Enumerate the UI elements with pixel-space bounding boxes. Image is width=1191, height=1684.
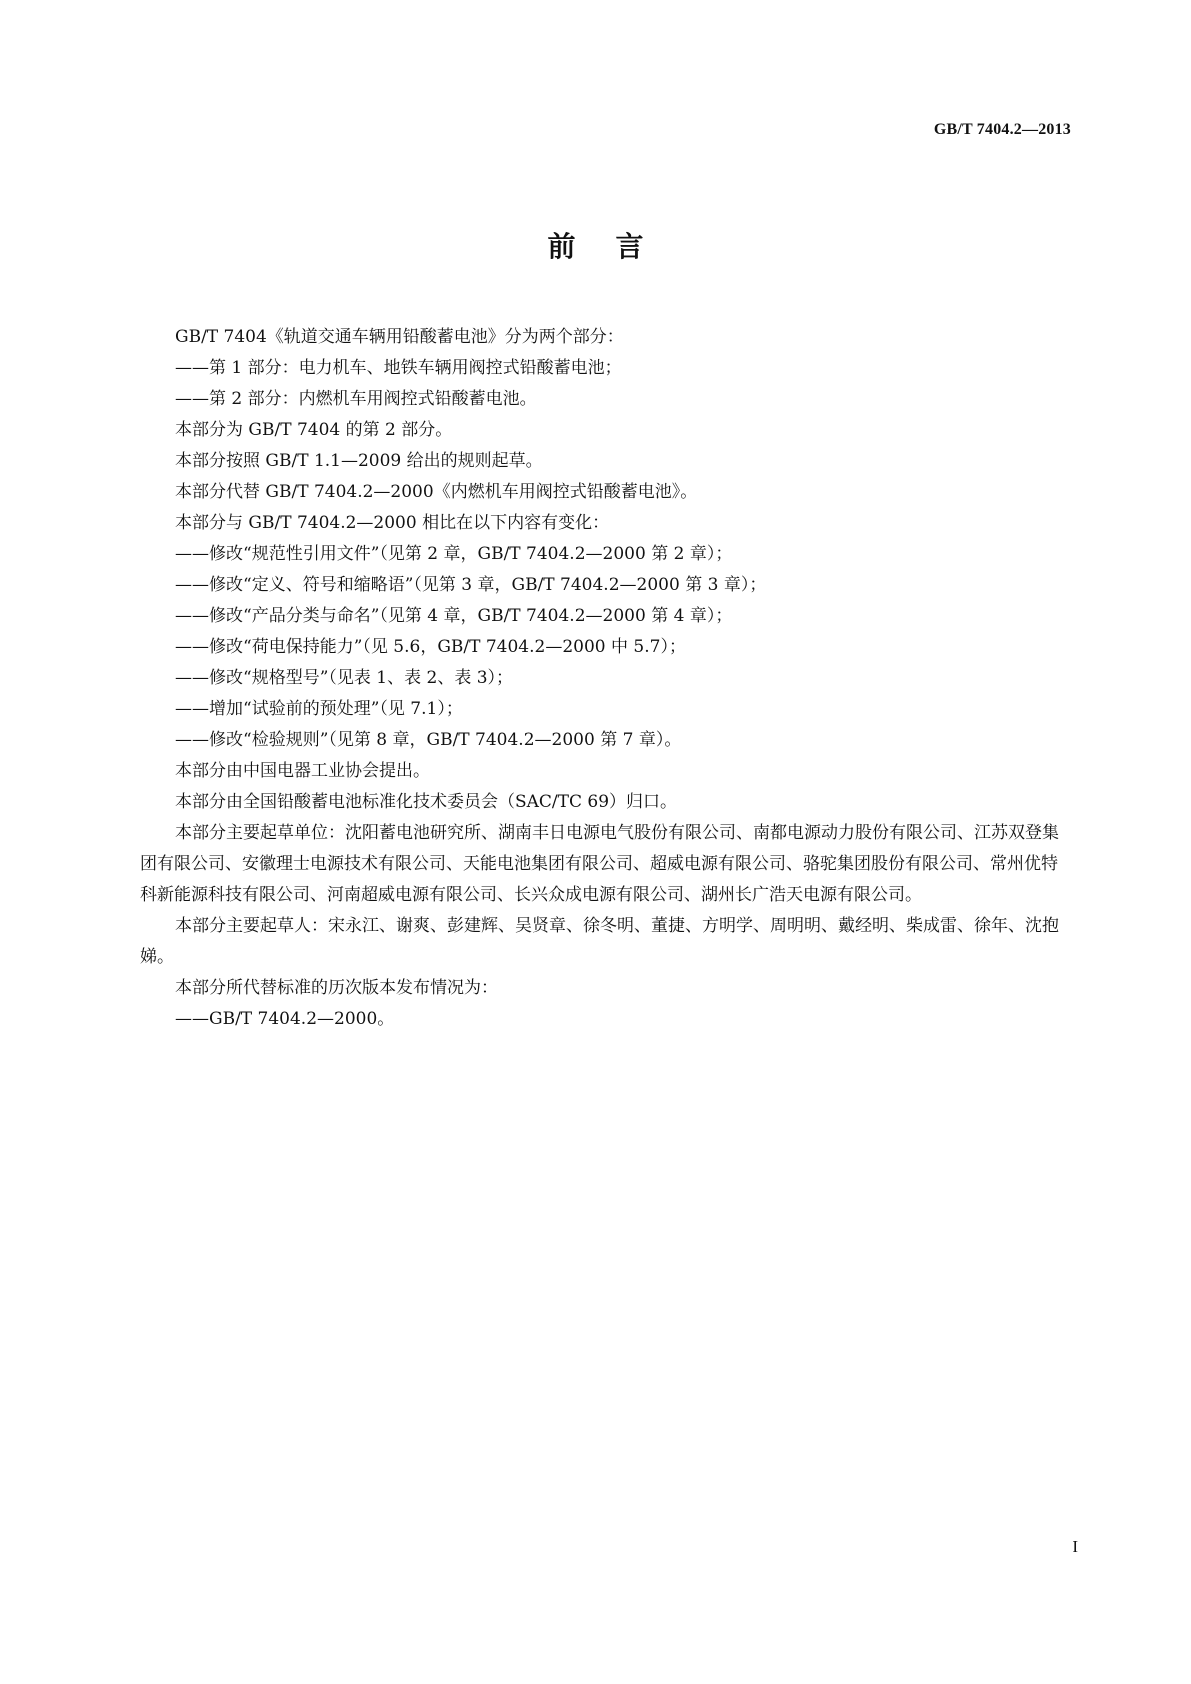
paragraph: ——修改“产品分类与命名”（见第 4 章，GB/T 7404.2—2000 第 4 章）； [175, 606, 733, 626]
page-title: 前言 [547, 230, 684, 263]
paragraph: ——修改“荷电保持能力”（见 5.6，GB/T 7404.2—2000 中 5.7）； [175, 637, 686, 657]
paragraph: ——修改“规范性引用文件”（见第 2 章，GB/T 7404.2—2000 第 2 章）； [175, 544, 733, 564]
standard-code: GB/T 7404.2—2013 [933, 121, 1071, 138]
paragraph: ——第 1 部分：电力机车、地铁车辆用阀控式铅酸蓄电池； [175, 358, 622, 378]
paragraph: 本部分由中国电器工业协会提出。 [175, 761, 430, 781]
paragraph: 本部分所代替标准的历次版本发布情况为： [175, 978, 498, 998]
paragraph: 本部分由全国铅酸蓄电池标准化技术委员会（SAC/TC 69）归口。 [175, 792, 678, 812]
paragraph: 本部分按照 GB/T 1.1—2009 给出的规则起草。 [175, 451, 543, 471]
paragraph: 本部分主要起草人：宋永江、谢爽、彭建辉、吴贤章、徐冬明、董捷、方明学、周明明、戴经明、柴成雷、徐年、沈抱娣。 [140, 916, 1059, 967]
page-number: I [1072, 1537, 1078, 1556]
paragraph: ——GB/T 7404.2—2000。 [175, 1009, 395, 1029]
paragraph: ——修改“检验规则”（见第 8 章，GB/T 7404.2—2000 第 7 章）。 [175, 730, 682, 750]
paragraph: ——第 2 部分：内燃机车用阀控式铅酸蓄电池。 [175, 389, 537, 409]
paragraph: ——修改“定义、符号和缩略语”（见第 3 章，GB/T 7404.2—2000 第 3 章）； [175, 575, 767, 595]
foreword-content [140, 322, 1064, 1035]
paragraph: GB/T 7404《轨道交通车辆用铅酸蓄电池》分为两个部分： [175, 327, 624, 347]
paragraph: 本部分为 GB/T 7404 的第 2 部分。 [175, 420, 453, 440]
paragraph: ——增加“试验前的预处理”（见 7.1）； [175, 699, 463, 719]
paragraph: 本部分与 GB/T 7404.2—2000 相比在以下内容有变化： [175, 513, 610, 533]
paragraph: 本部分主要起草单位：沈阳蓄电池研究所、湖南丰日电源电气股份有限公司、南都电源动力股份有限公司、江苏双登集团有限公司、安徽理士电源技术有限公司、天能电池集团有限公司、超威电源有限公司、骆驼集团股份有限公司、常州优特科新能源科技有限公司、河南超威电源有限公司、长兴众成电源有限公司、湖州长广浩天电源有限公司。 [140, 823, 1059, 905]
paragraph: ——修改“规格型号”（见表 1、表 2、表 3）； [175, 668, 514, 688]
paragraph: 本部分代替 GB/T 7404.2—2000《内燃机车用阀控式铅酸蓄电池》。 [175, 482, 698, 502]
